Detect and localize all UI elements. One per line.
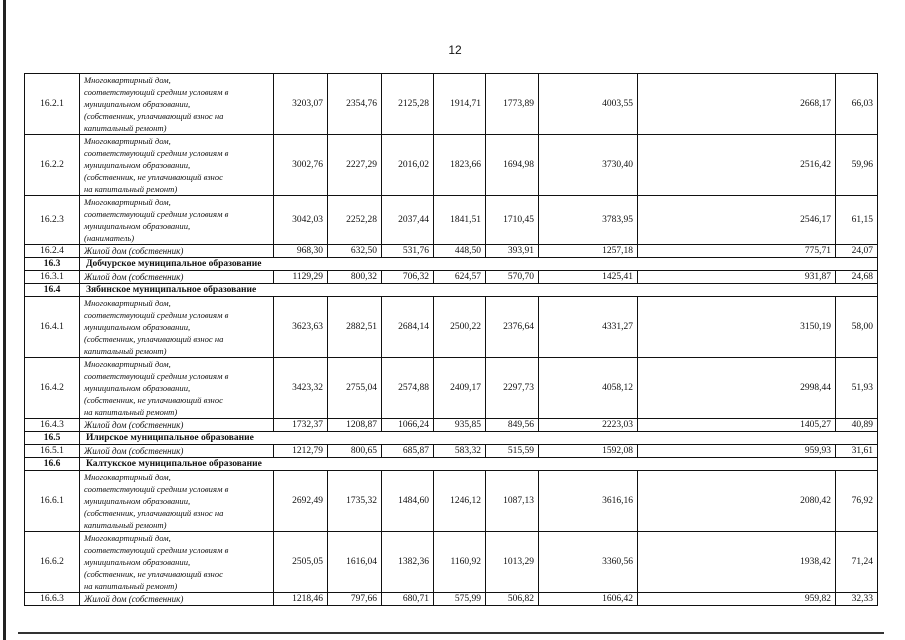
value-cell: 1841,51: [434, 196, 486, 245]
value-cell: 1087,13: [486, 471, 539, 532]
section-row: [25, 458, 878, 471]
section-title: Илирское муниципальное образование: [80, 432, 878, 445]
value-cell: 570,70: [486, 271, 539, 284]
row-description: Жилой дом (собственник): [80, 245, 274, 258]
table-body: [25, 74, 878, 606]
row-code: 16.2.3: [25, 196, 80, 245]
row-code: 16.4.2: [25, 358, 80, 419]
value-cell: 1208,87: [328, 419, 382, 432]
bottom-page-edge: [18, 632, 884, 634]
value-cell: 4058,12: [539, 358, 638, 419]
value-cell: 2376,64: [486, 297, 539, 358]
value-cell: 1212,79: [274, 445, 328, 458]
value-cell: 1160,92: [434, 532, 486, 593]
value-cell: 935,85: [434, 419, 486, 432]
value-cell: 1218,46: [274, 593, 328, 606]
row-description: [80, 532, 274, 593]
description-line: соответствующий средним условиям в: [84, 87, 229, 97]
value-cell: 24,68: [836, 271, 878, 284]
value-cell: 3423,32: [274, 358, 328, 419]
description-line: муниципальном образовании,: [84, 383, 191, 393]
row-code: 16.4.3: [25, 419, 80, 432]
description-line: соответствующий средним условиям в: [84, 371, 229, 381]
row-code: 16.5: [25, 432, 80, 445]
value-cell: 968,30: [274, 245, 328, 258]
value-cell: 797,66: [328, 593, 382, 606]
row-description: [80, 196, 274, 245]
value-cell: 2546,17: [638, 196, 836, 245]
value-cell: 3360,56: [539, 532, 638, 593]
section-row: [25, 258, 878, 271]
left-page-edge: [3, 0, 6, 640]
description-line: муниципальном образовании,: [84, 496, 191, 506]
row-description: [80, 74, 274, 135]
description-line: (собственник, уплачивающий взнос на: [84, 111, 224, 121]
description-line: (наниматель): [84, 233, 135, 243]
value-cell: 448,50: [434, 245, 486, 258]
description-line: соответствующий средним условиям в: [84, 545, 229, 555]
value-cell: 849,56: [486, 419, 539, 432]
row-description: [80, 135, 274, 196]
row-code: 16.3.1: [25, 271, 80, 284]
description-line: соответствующий средним условиям в: [84, 209, 229, 219]
value-cell: 3783,95: [539, 196, 638, 245]
value-cell: 800,32: [328, 271, 382, 284]
value-cell: 2297,73: [486, 358, 539, 419]
value-cell: 59,96: [836, 135, 878, 196]
value-cell: 1606,42: [539, 593, 638, 606]
row-code: 16.6: [25, 458, 80, 471]
value-cell: 706,32: [382, 271, 434, 284]
table-row: [25, 471, 878, 532]
value-cell: 1013,29: [486, 532, 539, 593]
value-cell: 1732,37: [274, 419, 328, 432]
value-cell: 2684,14: [382, 297, 434, 358]
table-row: [25, 245, 878, 258]
value-cell: 4003,55: [539, 74, 638, 135]
description-line: Многоквартирный дом,: [84, 472, 171, 482]
value-cell: 3002,76: [274, 135, 328, 196]
value-cell: 1425,41: [539, 271, 638, 284]
value-cell: 685,87: [382, 445, 434, 458]
value-cell: 3203,07: [274, 74, 328, 135]
value-cell: 2080,42: [638, 471, 836, 532]
table-row: [25, 135, 878, 196]
value-cell: 2505,05: [274, 532, 328, 593]
value-cell: 2037,44: [382, 196, 434, 245]
row-description: Жилой дом (собственник): [80, 593, 274, 606]
table-row: [25, 358, 878, 419]
value-cell: 632,50: [328, 245, 382, 258]
value-cell: 1592,08: [539, 445, 638, 458]
table-row: [25, 74, 878, 135]
value-cell: 66,03: [836, 74, 878, 135]
value-cell: 680,71: [382, 593, 434, 606]
value-cell: 1823,66: [434, 135, 486, 196]
value-cell: 1735,32: [328, 471, 382, 532]
value-cell: 1382,36: [382, 532, 434, 593]
section-title: Калтукское муниципальное образование: [80, 458, 878, 471]
value-cell: 1938,42: [638, 532, 836, 593]
value-cell: 2252,28: [328, 196, 382, 245]
row-code: 16.3: [25, 258, 80, 271]
value-cell: 3730,40: [539, 135, 638, 196]
value-cell: 3616,16: [539, 471, 638, 532]
description-line: муниципальном образовании,: [84, 322, 191, 332]
table-row: [25, 297, 878, 358]
value-cell: 2227,29: [328, 135, 382, 196]
value-cell: 775,71: [638, 245, 836, 258]
value-cell: 76,92: [836, 471, 878, 532]
value-cell: 2016,02: [382, 135, 434, 196]
table-row: [25, 271, 878, 284]
description-line: (собственник, не уплачивающий взнос: [84, 395, 223, 405]
value-cell: 3623,63: [274, 297, 328, 358]
value-cell: 31,61: [836, 445, 878, 458]
description-line: Многоквартирный дом,: [84, 197, 171, 207]
table-row: [25, 445, 878, 458]
value-cell: 531,76: [382, 245, 434, 258]
value-cell: 1246,12: [434, 471, 486, 532]
value-cell: 1694,98: [486, 135, 539, 196]
description-line: Многоквартирный дом,: [84, 75, 171, 85]
row-code: 16.2.1: [25, 74, 80, 135]
value-cell: 931,87: [638, 271, 836, 284]
table-row: [25, 532, 878, 593]
value-cell: 2500,22: [434, 297, 486, 358]
row-code: 16.5.1: [25, 445, 80, 458]
value-cell: 575,99: [434, 593, 486, 606]
description-line: (собственник, уплачивающий взнос на: [84, 508, 224, 518]
section-title: Добчурское муниципальное образование: [80, 258, 878, 271]
value-cell: 2409,17: [434, 358, 486, 419]
description-line: муниципальном образовании,: [84, 160, 191, 170]
page-number: 12: [448, 43, 462, 57]
row-code: 16.2.2: [25, 135, 80, 196]
value-cell: 1066,24: [382, 419, 434, 432]
description-line: Многоквартирный дом,: [84, 359, 171, 369]
value-cell: 959,93: [638, 445, 836, 458]
description-line: Многоквартирный дом,: [84, 298, 171, 308]
description-line: Многоквартирный дом,: [84, 136, 171, 146]
description-line: соответствующий средним условиям в: [84, 484, 229, 494]
row-code: 16.6.1: [25, 471, 80, 532]
description-line: (собственник, уплачивающий взнос на: [84, 334, 224, 344]
value-cell: 2692,49: [274, 471, 328, 532]
value-cell: 624,57: [434, 271, 486, 284]
value-cell: 800,65: [328, 445, 382, 458]
value-cell: 1129,29: [274, 271, 328, 284]
value-cell: 4331,27: [539, 297, 638, 358]
value-cell: 515,59: [486, 445, 539, 458]
value-cell: 1257,18: [539, 245, 638, 258]
value-cell: 71,24: [836, 532, 878, 593]
value-cell: 1914,71: [434, 74, 486, 135]
row-description: Жилой дом (собственник): [80, 419, 274, 432]
description-line: на капитальный ремонт): [84, 407, 178, 417]
description-line: на капитальный ремонт): [84, 581, 178, 591]
description-line: муниципальном образовании,: [84, 221, 191, 231]
value-cell: 393,91: [486, 245, 539, 258]
description-line: (собственник, не уплачивающий взнос: [84, 172, 223, 182]
row-description: [80, 297, 274, 358]
row-description: Жилой дом (собственник): [80, 445, 274, 458]
value-cell: 1710,45: [486, 196, 539, 245]
value-cell: 51,93: [836, 358, 878, 419]
row-description: [80, 358, 274, 419]
row-code: 16.6.3: [25, 593, 80, 606]
value-cell: 2354,76: [328, 74, 382, 135]
row-code: 16.4: [25, 284, 80, 297]
value-cell: 1773,89: [486, 74, 539, 135]
value-cell: 506,82: [486, 593, 539, 606]
value-cell: 61,15: [836, 196, 878, 245]
row-description: Жилой дом (собственник): [80, 271, 274, 284]
value-cell: 58,00: [836, 297, 878, 358]
section-row: [25, 284, 878, 297]
value-cell: 2668,17: [638, 74, 836, 135]
value-cell: 3150,19: [638, 297, 836, 358]
row-code: 16.6.2: [25, 532, 80, 593]
value-cell: 1484,60: [382, 471, 434, 532]
value-cell: 24,07: [836, 245, 878, 258]
value-cell: 2223,03: [539, 419, 638, 432]
section-title: Зябинское муниципальное образование: [80, 284, 878, 297]
table-row: [25, 419, 878, 432]
description-line: муниципальном образовании,: [84, 99, 191, 109]
tariff-table: [24, 73, 878, 606]
description-line: на капитальный ремонт): [84, 184, 178, 194]
value-cell: 2574,88: [382, 358, 434, 419]
value-cell: 2125,28: [382, 74, 434, 135]
value-cell: 1405,27: [638, 419, 836, 432]
value-cell: 2755,04: [328, 358, 382, 419]
value-cell: 583,32: [434, 445, 486, 458]
value-cell: 959,82: [638, 593, 836, 606]
description-line: Многоквартирный дом,: [84, 533, 171, 543]
value-cell: 1616,04: [328, 532, 382, 593]
section-row: [25, 432, 878, 445]
row-code: 16.2.4: [25, 245, 80, 258]
value-cell: 40,89: [836, 419, 878, 432]
description-line: капитальный ремонт): [84, 123, 167, 133]
row-code: 16.4.1: [25, 297, 80, 358]
value-cell: 32,33: [836, 593, 878, 606]
description-line: капитальный ремонт): [84, 346, 167, 356]
value-cell: 2882,51: [328, 297, 382, 358]
row-description: [80, 471, 274, 532]
table-row: [25, 196, 878, 245]
description-line: (собственник, не уплачивающий взнос: [84, 569, 223, 579]
table-row: [25, 593, 878, 606]
description-line: соответствующий средним условиям в: [84, 310, 229, 320]
value-cell: 2516,42: [638, 135, 836, 196]
description-line: муниципальном образовании,: [84, 557, 191, 567]
description-line: соответствующий средним условиям в: [84, 148, 229, 158]
value-cell: 3042,03: [274, 196, 328, 245]
value-cell: 2998,44: [638, 358, 836, 419]
description-line: капитальный ремонт): [84, 520, 167, 530]
